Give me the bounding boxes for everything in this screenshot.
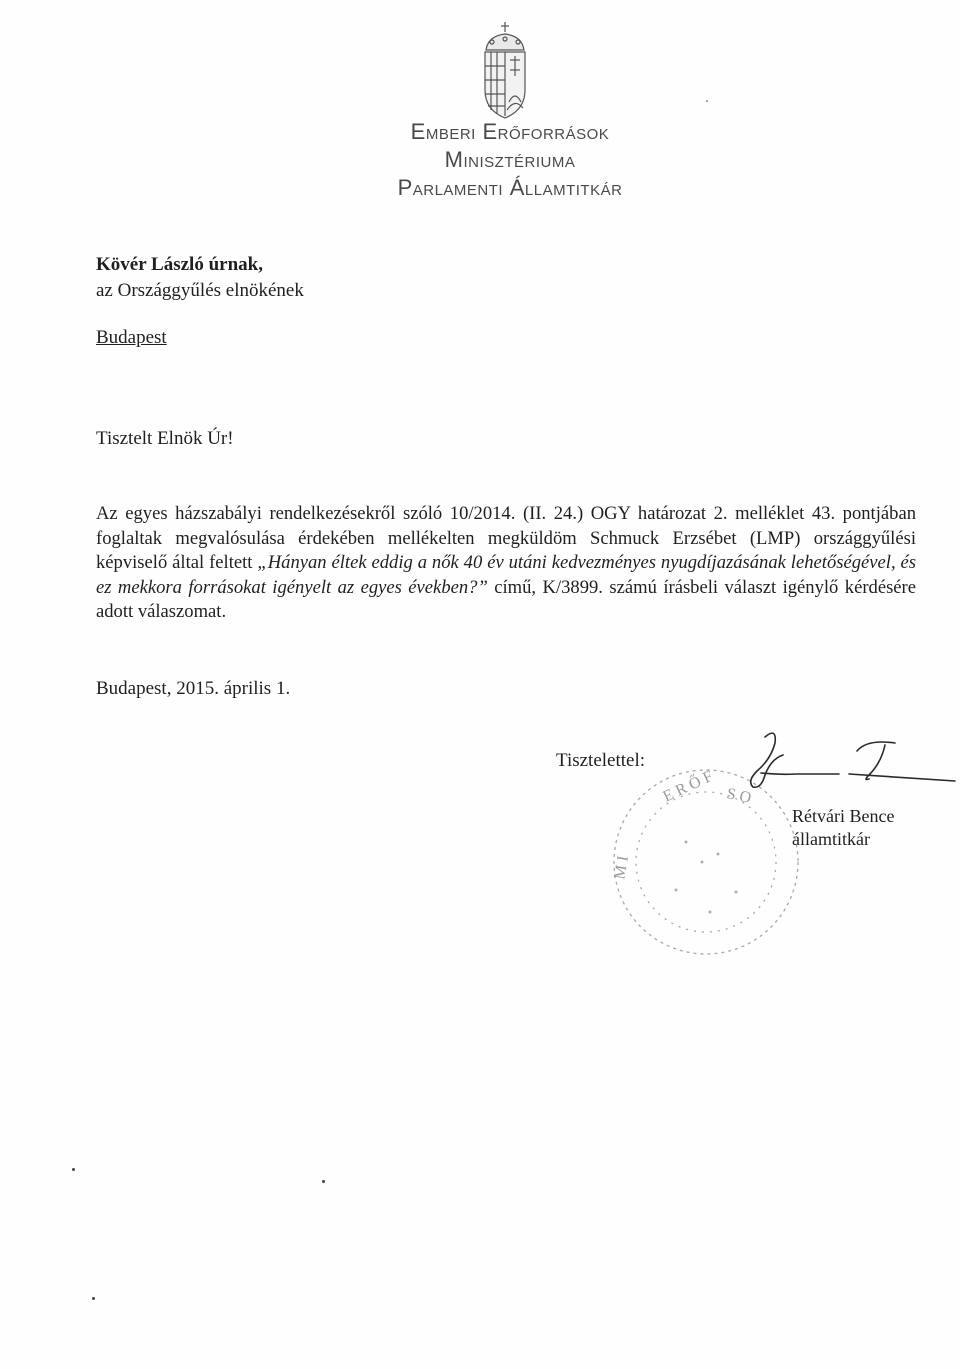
letterhead — [360, 118, 660, 202]
svg-text:M I: M I — [611, 854, 633, 881]
scan-speck — [322, 1180, 325, 1183]
scan-speck — [92, 1297, 95, 1300]
addressee-role: az Országgyűlés elnökének — [96, 280, 304, 301]
svg-text:S O: S O — [725, 785, 753, 807]
addressee-block — [96, 252, 304, 304]
addressee-city: Budapest — [96, 327, 167, 348]
signer-name: Rétvári Bence — [792, 806, 895, 826]
question-title: „Hányan éltek eddig a nők 40 év utáni kedvezményes nyugdíjazásának lehetőségével, és ez mekkora forrásokat igényelt az egyes években?” — [96, 552, 917, 598]
svg-text:E R Ő F: E R Ő F — [660, 767, 716, 806]
body-intro: Az egyes házszabályi rendelkezésekről szóló 10/2014. (II. 24.) OGY határozat 2. melléklet 43. pontjában foglaltak megvalósulása érdekében mellékelten megküldöm Schmuck Erzsébet (LMP) országgyűlési képviselő által feltett — [96, 503, 916, 573]
handwritten-signature — [735, 725, 960, 795]
scan-speck — [706, 100, 708, 102]
signer-title: államtitkár — [792, 829, 870, 849]
scan-speck — [72, 1168, 75, 1171]
signer-block — [792, 805, 894, 851]
addressee-name: Kövér László úrnak, — [96, 254, 263, 275]
ministry-name-line1: Emberi Erőforrások — [410, 119, 610, 144]
office-name: Parlamenti Államtitkár — [397, 175, 623, 200]
body-outro: című, K/3899. számú írásbeli választ igénylő kérdésére adott válaszomat. — [96, 576, 917, 622]
letter-body — [96, 502, 916, 625]
ministry-name-line2: Minisztériuma — [444, 147, 576, 172]
coat-of-arms-icon — [476, 20, 534, 120]
letter-date: Budapest, 2015. április 1. — [96, 678, 291, 699]
salutation: Tisztelt Elnök Úr! — [96, 428, 234, 449]
closing-regards: Tisztelettel: — [556, 750, 646, 771]
